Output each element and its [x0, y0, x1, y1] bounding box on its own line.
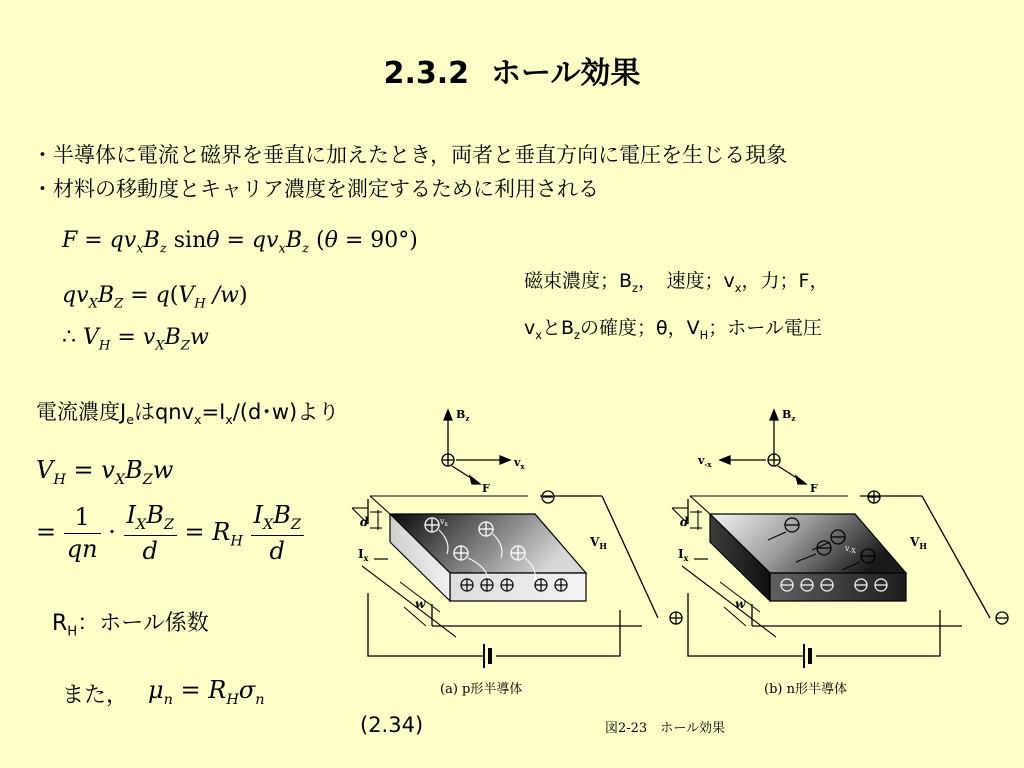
svg-text:VH: $V_H$ — [910, 535, 927, 551]
svg-text:v-X: $v_{-X}$ — [845, 544, 856, 555]
balance-equation: $qv_XB_Z = q(V_H$ /w) — [62, 283, 248, 312]
hall-voltage-equation-2: $V_H = v_XB_Zw$ — [36, 456, 174, 488]
svg-text:F: F — [482, 482, 490, 495]
svg-text:Ix: $I_x$ — [678, 547, 689, 563]
legend-line-1: 磁束濃度；$B_z$， 速度；$v_x$，力；F， — [524, 270, 829, 295]
svg-text:Bz: $B_z$ — [782, 408, 796, 423]
svg-text:d: d — [680, 515, 689, 529]
svg-text:d: d — [360, 515, 369, 529]
svg-text:w: w — [415, 597, 426, 611]
hall-coefficient-equation: = $\frac{1}{qn}$ · $\frac{I_XB_Z}{d}$ = $R_H$ $\frac{I_XB_Z}{d}$ — [36, 500, 304, 567]
caption-p-type: (a) p形半導体 — [440, 682, 523, 697]
svg-text:vx: $v_x$ — [514, 456, 525, 471]
bullet-1: ・半導体に電流と磁界を垂直に加えたとき，両者と垂直方向に電圧を生じる現象 — [32, 143, 788, 167]
hall-effect-figure — [340, 396, 1024, 768]
force-equation: $F = qv_xB_z$ $\sin\theta = qv_xB_z$ (θ = 90°) — [62, 228, 418, 257]
section-title: ホール効果 — [491, 56, 641, 91]
hall-coefficient-label: $R_H$：ホール係数 — [52, 611, 209, 640]
mata-text: また， — [62, 683, 129, 708]
current-density-text: 電流濃度$J_e$は$qnv_x=I_x/(d$･w)より — [36, 400, 340, 428]
svg-text:Bz: $B_z$ — [456, 408, 470, 423]
hall-voltage-equation: ∴ $V_H = v_XB_Zw$ — [62, 325, 209, 354]
n-type-diagram — [672, 408, 1008, 697]
svg-text:VH: $V_H$ — [590, 535, 607, 551]
svg-text:vx: $v_x$ — [440, 517, 448, 528]
svg-text:F: F — [810, 482, 818, 495]
page-title — [0, 48, 1024, 92]
legend-line-2: $v_x$と$B_z$の確度；θ，$V_H$；ホール電圧 — [524, 317, 822, 342]
equation-number: (2.34) — [360, 713, 424, 737]
bullet-2: ・材料の移動度とキャリア濃度を測定するために利用される — [32, 177, 599, 201]
svg-text:v-x: $v_{-x}$ — [698, 454, 712, 469]
caption-n-type: (b) n形半導体 — [764, 682, 847, 697]
section-number: 2.3.2 — [383, 56, 469, 91]
p-type-diagram — [352, 408, 682, 697]
svg-text:w: w — [735, 597, 746, 611]
figure-caption: 図2-23 ホール効果 — [605, 721, 725, 736]
svg-text:Ix: $I_x$ — [358, 547, 369, 563]
mobility-equation: $\mu_n = R_H\sigma_n$ — [148, 676, 265, 708]
